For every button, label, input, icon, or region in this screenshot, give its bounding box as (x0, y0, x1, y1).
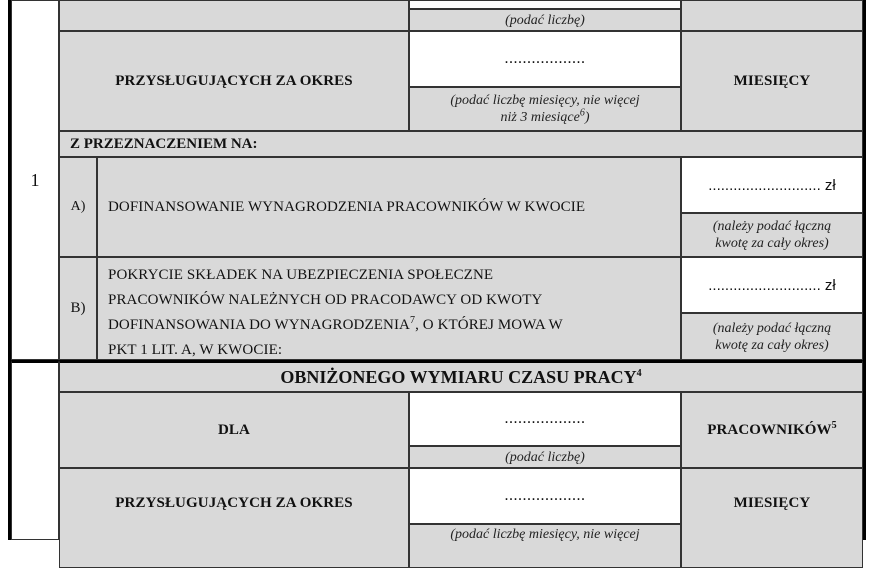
period2-months-input[interactable] (409, 468, 681, 524)
footnote-6: 6 (579, 107, 585, 119)
employees-unit-cell (681, 392, 863, 468)
footnote-7: 7 (409, 315, 416, 326)
item-a-text-cell (97, 157, 681, 257)
period2-hint-line1: (podać liczbę miesięcy, nie więcej (450, 527, 640, 542)
period-months-dots: .................. (504, 50, 586, 67)
item-a-hint-line2: kwotę za cały okres) (715, 236, 829, 251)
top-label-cell (59, 0, 409, 31)
item-b-line2: PRACOWNIKÓW NALEŻNYCH OD PRACODAWCY OD KWOTY (108, 292, 543, 308)
period-hint-line1: (podać liczbę miesięcy, nie więcej (450, 93, 640, 108)
item-b-text-cell (97, 257, 681, 360)
period2-label: PRZYSŁUGUJĄCYCH ZA OKRES (115, 494, 353, 511)
period-label-cell (59, 31, 409, 131)
footnote-5: 5 (831, 419, 837, 431)
employee-count-hint-cell (409, 446, 681, 468)
section2-title-cell (59, 360, 863, 392)
item-a-hint-cell (681, 213, 863, 257)
item-b-hint-line1: (należy podać łączną (712, 320, 832, 336)
employee-count-hint: (podać liczbę) (505, 449, 585, 465)
period2-months-dots: .................. (504, 487, 586, 504)
period2-unit: MIESIĘCY (733, 494, 811, 511)
item-a-amount: ........................... zł (708, 176, 836, 194)
item-b-line4: PKT 1 LIT. A, W KWOCIE: (108, 342, 283, 358)
item-a-amount-input[interactable] (681, 157, 863, 213)
for-label: DLA (218, 421, 250, 438)
row-number: 1 (30, 169, 40, 190)
item-b-amount: ........................... zł (708, 276, 836, 294)
item-a-letter: A) (70, 199, 86, 214)
item-b-hint-cell (681, 313, 863, 360)
employee-count-input[interactable] (409, 392, 681, 446)
footnote-4: 4 (636, 367, 642, 379)
period-hint-close: ) (584, 110, 590, 125)
item-b-line1: POKRYCIE SKŁADEK NA UBEZPIECZENIA SPOŁECZNE (108, 267, 494, 283)
top-unit-cell (681, 0, 863, 31)
period-hint-line2 (501, 109, 590, 126)
item-b-line3 (108, 313, 680, 338)
period-months-hint-cell (409, 87, 681, 131)
section2-title (280, 367, 641, 388)
item-a-text: DOFINANSOWANIE WYNAGRODZENIA PRACOWNIKÓW W KWOCIE (108, 198, 586, 215)
employees-unit (707, 419, 837, 439)
period2-months-hint-cell (409, 524, 681, 568)
purpose-header-cell (59, 131, 863, 157)
item-a-letter-cell (59, 157, 97, 257)
employees-unit-text: PRACOWNIKÓW (707, 421, 832, 438)
item-b-letter: B) (70, 300, 86, 316)
item-b-hint-line2: kwotę za cały okres) (715, 337, 829, 353)
row-number-cell-2 (11, 360, 59, 540)
item-a-hint-line1: (należy podać łączną (712, 219, 832, 234)
row-number-cell (11, 0, 59, 360)
purpose-header: Z PRZEZNACZENIEM NA: (70, 135, 258, 152)
period-months-input[interactable] (409, 31, 681, 87)
item-b-line3-text: DOFINANSOWANIA DO WYNAGRODZENIA (108, 317, 410, 333)
top-count-input[interactable] (409, 0, 681, 9)
item-b-amount-input[interactable] (681, 257, 863, 313)
employee-count-dots: .................. (504, 410, 586, 427)
period-label: PRZYSŁUGUJĄCYCH ZA OKRES (115, 72, 353, 89)
period2-unit-cell (681, 468, 863, 568)
outer-right-border (863, 0, 866, 540)
item-b-letter-cell (59, 257, 97, 360)
period-unit: MIESIĘCY (733, 72, 811, 89)
section2-title-text: OBNIŻONEGO WYMIARU CZASU PRACY (280, 366, 637, 387)
item-b-line3-end: , O KTÓREJ MOWA W (415, 317, 563, 333)
period-unit-cell (681, 31, 863, 131)
period2-label-cell (59, 468, 409, 568)
for-label-cell (59, 392, 409, 468)
top-count-hint-cell (409, 9, 681, 31)
period-hint-line2-text: niż 3 miesiące (500, 110, 580, 125)
top-count-hint: (podać liczbę) (505, 12, 585, 28)
